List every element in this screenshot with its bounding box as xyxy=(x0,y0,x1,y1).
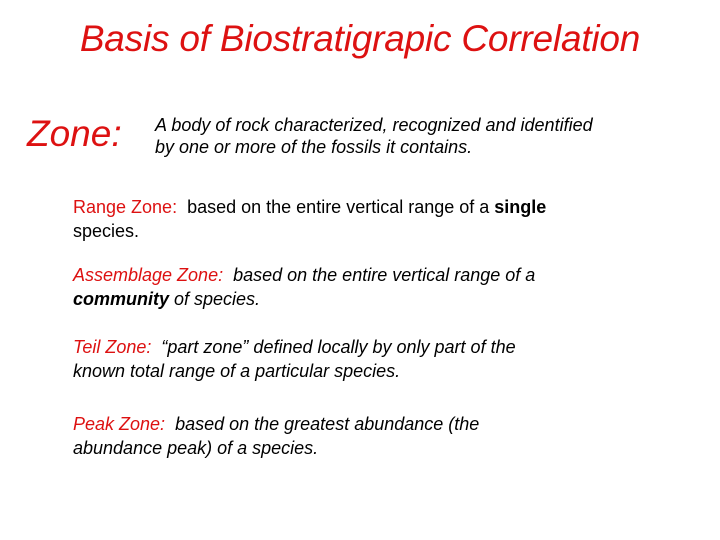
assemblage-zone-text-after: of species. xyxy=(169,289,261,309)
zone-definition xyxy=(155,114,675,158)
teil-zone-line-2: known total range of a particular species. xyxy=(73,361,401,381)
peak-zone-line-1 xyxy=(73,412,633,436)
assemblage-zone-line-1 xyxy=(73,263,633,287)
zone-definition-line-2: by one or more of the fossils it contains. xyxy=(155,137,473,157)
peak-zone-entry xyxy=(73,412,633,460)
teil-zone-entry xyxy=(73,335,633,383)
assemblage-zone-entry xyxy=(73,263,633,311)
peak-zone-text: based on the greatest abundance (the xyxy=(165,414,480,434)
slide-title: Basis of Biostratigrapic Correlation xyxy=(79,18,641,59)
assemblage-zone-line-2 xyxy=(73,287,633,311)
range-zone-line-1 xyxy=(73,195,633,219)
range-zone-emphasis: single xyxy=(494,197,547,217)
peak-zone-term: Peak Zone: xyxy=(73,414,166,434)
teil-zone-text: “part zone” defined locally by only part of the xyxy=(151,337,516,357)
range-zone-text: based on the entire vertical range of a xyxy=(177,197,495,217)
peak-zone-line-2: abundance peak) of a species. xyxy=(73,438,319,458)
assemblage-zone-text: based on the entire vertical range of a xyxy=(223,265,536,285)
range-zone-line-2: species. xyxy=(73,221,140,241)
assemblage-zone-term: Assemblage Zone: xyxy=(73,265,224,285)
teil-zone-line-1 xyxy=(73,335,633,359)
teil-zone-term: Teil Zone: xyxy=(73,337,152,357)
range-zone-entry xyxy=(73,195,633,243)
zone-definition-line-1: A body of rock characterized, recognized and identified xyxy=(155,115,593,135)
assemblage-zone-emphasis: community xyxy=(73,289,170,309)
zone-label: Zone: xyxy=(27,113,122,154)
range-zone-term: Range Zone: xyxy=(73,197,178,217)
